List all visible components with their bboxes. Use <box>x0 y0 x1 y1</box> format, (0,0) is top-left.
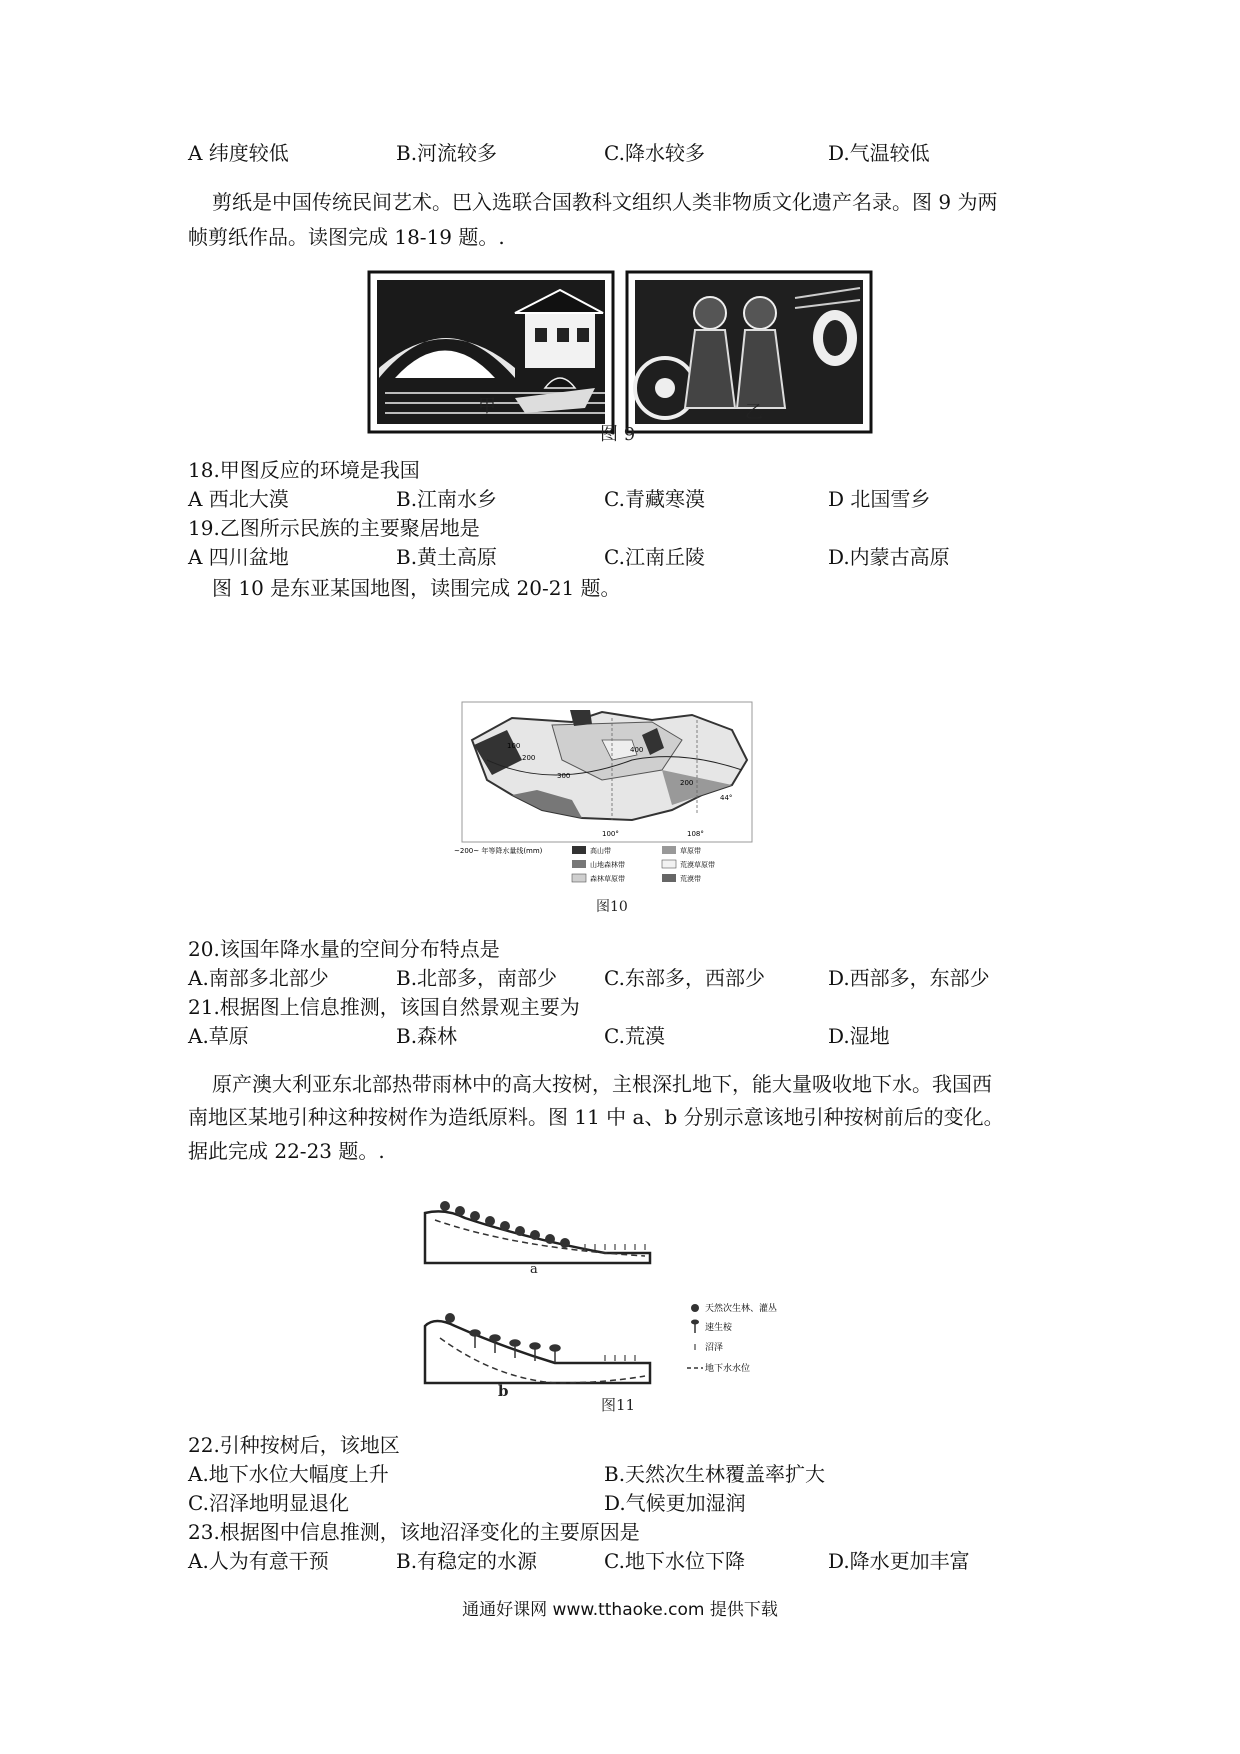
q20-option-d: D.西部多，东部少 <box>828 966 990 990</box>
fig10-legend <box>572 846 715 883</box>
intro-22-23-line3: 据此完成 22-23 题。. <box>188 1139 385 1163</box>
q22-stem: 22.引种按树后，该地区 <box>188 1433 400 1457</box>
fig10-lat-44: 44° <box>720 794 733 802</box>
fig11-legend-2: 沼泽 <box>705 1343 724 1353</box>
q21-option-d: D.湿地 <box>828 1024 890 1048</box>
q23-option-d: D.降水更加丰富 <box>828 1549 970 1573</box>
intro-20-21-line1: 图 10 是东亚某国地图，读围完成 20-21 题。 <box>212 576 621 600</box>
fig10-legend-5: 荒漠带 <box>680 875 701 883</box>
q19-option-a: A 四川盆地 <box>188 545 289 569</box>
fig10-isohyet-300: 300 <box>557 772 571 780</box>
page-footer: 通通好课网 www.tthaoke.com 提供下载 <box>462 1600 778 1620</box>
q21-option-c: C.荒漠 <box>604 1024 665 1048</box>
q18-option-a: A 西北大漠 <box>188 487 289 511</box>
q21-option-a: A.草原 <box>188 1024 249 1048</box>
fig9-label-jia: 甲 <box>478 396 496 417</box>
q17-option-c: C.降水较多 <box>604 141 705 165</box>
fig11-caption: 图11 <box>601 1396 636 1414</box>
fig10-legend-3: 荒漠草原带 <box>680 861 715 869</box>
fig11-legend-0: 天然次生林、灌丛 <box>705 1304 778 1314</box>
q23-stem: 23.根据图中信息推测，该地沼泽变化的主要原因是 <box>188 1520 640 1544</box>
q18-option-d: D 北国雪乡 <box>828 487 931 511</box>
fig10-lon-108: 108° <box>687 830 704 838</box>
fig9-label-yi: 乙 <box>745 402 763 423</box>
figure-11 <box>405 1178 825 1403</box>
q19-option-d: D.内蒙古高原 <box>828 545 950 569</box>
fig11-legend-1: 速生桉 <box>705 1323 733 1333</box>
fig11-legend <box>687 1302 777 1374</box>
fig11-panel-a <box>425 1201 650 1263</box>
q23-option-c: C.地下水位下降 <box>604 1549 745 1573</box>
fig10-isohyet-200a: 200 <box>680 779 694 787</box>
fig10-isohyet-100: 100 <box>507 742 521 750</box>
q19-option-c: C.江南丘陵 <box>604 545 705 569</box>
figure-10 <box>452 700 762 915</box>
fig10-lon-100: 100° <box>602 830 619 838</box>
q17-option-d: D.气温较低 <box>828 141 930 165</box>
q22-option-d: D.气候更加湿润 <box>604 1491 746 1515</box>
fig11-label-b: b <box>498 1382 509 1400</box>
q20-option-a: A.南部多北部少 <box>188 966 329 990</box>
q23-option-b: B.有稳定的水源 <box>396 1549 538 1573</box>
q20-option-c: C.东部多，西部少 <box>604 966 765 990</box>
fig11-legend-3: 地下水水位 <box>705 1364 751 1374</box>
q20-option-b: B.北部多，南部少 <box>396 966 558 990</box>
q18-option-b: B.江南水乡 <box>396 487 498 511</box>
q21-option-b: B.森林 <box>396 1024 458 1048</box>
q19-option-b: B.黄土高原 <box>396 545 498 569</box>
fig10-isohyet-400: 400 <box>630 746 644 754</box>
intro-22-23-line2: 南地区某地引种这种按树作为造纸原料。图 11 中 a、b 分别示意该地引种按树前后的变化。 <box>188 1105 1004 1129</box>
fig10-legend-0: 高山带 <box>590 847 611 855</box>
intro-18-19-line2: 帧剪纸作品。读图完成 18-19 题。. <box>188 225 505 249</box>
fig11-panel-b <box>425 1313 650 1383</box>
q20-stem: 20.该国年降水量的空间分布特点是 <box>188 937 500 961</box>
q22-option-a: A.地下水位大幅度上升 <box>188 1462 389 1486</box>
fig10-caption: 图10 <box>596 899 628 915</box>
intro-22-23-line1: 原产澳大利亚东北部热带雨林中的高大按树，主根深扎地下，能大量吸收地下水。我国西 <box>212 1072 992 1096</box>
q19-stem: 19.乙图所示民族的主要聚居地是 <box>188 516 480 540</box>
q17-option-a: A 纬度较低 <box>188 141 289 165</box>
fig10-legend-4: 森林草原带 <box>590 875 625 883</box>
q23-option-a: A.人为有意干预 <box>188 1549 329 1573</box>
q22-option-c: C.沼泽地明显退化 <box>188 1491 349 1515</box>
q17-option-b: B.河流较多 <box>396 141 498 165</box>
q18-stem: 18.甲图反应的环境是我国 <box>188 458 420 482</box>
q21-stem: 21.根据图上信息推测，该国自然景观主要为 <box>188 995 580 1019</box>
fig11-label-a: a <box>530 1262 538 1277</box>
fig9-caption: 图 9 <box>600 424 636 445</box>
fig10-legend-1: 草原带 <box>680 847 701 855</box>
q22-option-b: B.天然次生林覆盖率扩大 <box>604 1462 826 1486</box>
figure-9 <box>365 268 875 498</box>
q18-option-c: C.青藏寒漠 <box>604 487 705 511</box>
fig10-legend-2: 山地森林带 <box>590 861 625 869</box>
fig10-isohyet-legend: ~200~ 年等降水量线(mm) <box>454 847 543 855</box>
intro-18-19-line1: 剪纸是中国传统民间艺术。巴入选联合国教科文组织人类非物质文化遗产名录。图 9 为两 <box>212 190 998 214</box>
fig10-isohyet-200b: 200 <box>522 754 536 762</box>
